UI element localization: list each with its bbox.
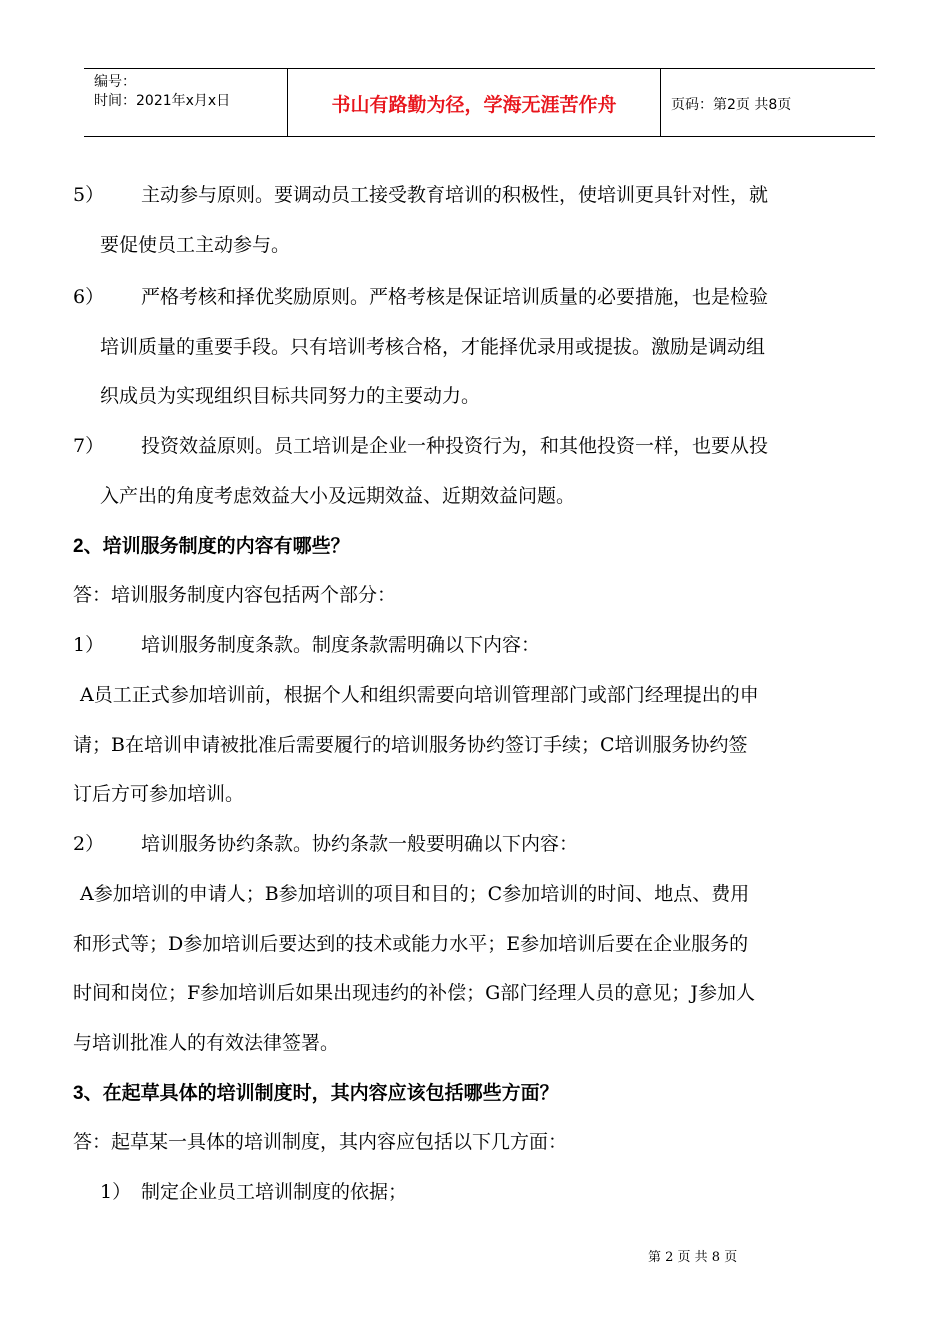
page-info: 页码：第2页 共8页 [671, 97, 792, 113]
body-line: 织成员为实现组织目标共同努力的主要动力。 [100, 385, 481, 407]
list-item-number: 6） [73, 286, 105, 308]
time-label: 时间：2021年x月x日 [94, 93, 231, 109]
list-item-number: 1） [100, 1181, 132, 1203]
body-line: 制定企业员工培训制度的依据； [141, 1181, 408, 1203]
body-line: 培训质量的重要手段。只有培训考核合格，才能择优录用或提拔。激励是调动组 [100, 336, 766, 358]
page-header [84, 68, 875, 137]
body-line: 答：起草某一具体的培训制度，其内容应包括以下几方面： [73, 1131, 568, 1153]
question-heading [73, 531, 350, 558]
list-item-number: 2） [73, 833, 105, 855]
header-motto: 书山有路勤为径，学海无涯苦作舟 [331, 94, 617, 116]
body-line: 和形式等；D参加培训后要达到的技术或能力水平；E参加培训后要在企业服务的 [73, 933, 749, 955]
body-line: 请；B在培训申请被批准后需要履行的培训服务协约签订手续；C培训服务协约签 [73, 734, 748, 756]
body-line: 订后方可参加培训。 [73, 783, 245, 805]
body-line: 答：培训服务制度内容包括两个部分： [73, 584, 397, 606]
body-line: 培训服务协约条款。协约条款一般要明确以下内容： [141, 833, 579, 855]
header-divider [660, 69, 661, 136]
list-item-number: 5） [73, 184, 105, 206]
question-number: 3、 [73, 1083, 103, 1104]
body-line: 时间和岗位；F参加培训后如果出现违约的补偿；G部门经理人员的意见；J参加人 [73, 982, 755, 1004]
body-line: 要促使员工主动参与。 [100, 234, 291, 256]
body-line: 与培训批准人的有效法律签署。 [73, 1032, 340, 1054]
question-number: 2、 [73, 536, 103, 557]
question-heading [73, 1078, 559, 1105]
list-item-number: 1） [73, 634, 105, 656]
body-line: A员工正式参加培训前，根据个人和组织需要向培训管理部门或部门经理提出的申 [80, 684, 759, 706]
body-line: 主动参与原则。要调动员工接受教育培训的积极性，使培训更具针对性，就 [141, 184, 769, 206]
header-meta [94, 73, 230, 111]
body-line: 入产出的角度考虑效益大小及远期效益、近期效益问题。 [100, 485, 576, 507]
body-line: 培训服务制度条款。制度条款需明确以下内容： [141, 634, 541, 656]
question-text: 培训服务制度的内容有哪些？ [102, 535, 350, 557]
body-line: A参加培训的申请人；B参加培训的项目和目的；C参加培训的时间、地点、费用 [80, 883, 750, 905]
question-text: 在起草具体的培训制度时，其内容应该包括哪些方面？ [102, 1082, 559, 1104]
list-item-number: 7） [73, 435, 105, 457]
body-line: 严格考核和择优奖励原则。严格考核是保证培训质量的必要措施，也是检验 [141, 286, 769, 308]
serial-label: 编号： [94, 74, 136, 90]
page-footer: 第 2 页 共 8 页 [648, 1250, 738, 1265]
body-line: 投资效益原则。员工培训是企业一种投资行为，和其他投资一样，也要从投 [141, 435, 769, 457]
